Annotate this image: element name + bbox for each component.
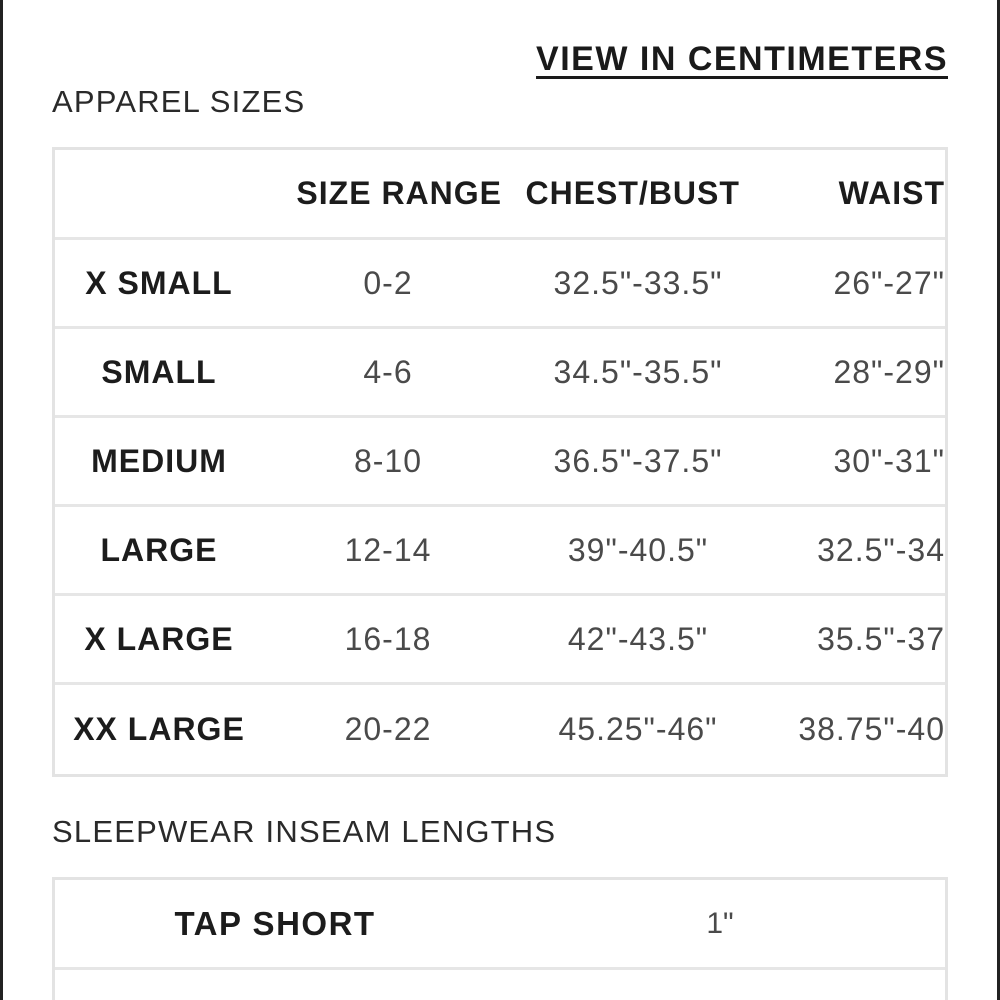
- size-label: X SMALL: [85, 264, 233, 301]
- inseam-style-label: TAP SHORT: [174, 904, 376, 942]
- apparel-size-table: [52, 147, 948, 777]
- table-row: [55, 418, 945, 507]
- waist-value: 30"-31": [833, 442, 945, 479]
- apparel-sizes-title: APPAREL SIZES: [52, 84, 306, 119]
- size-label: MEDIUM: [91, 442, 227, 479]
- size-range-value: 4-6: [363, 353, 413, 390]
- inseam-length-value: 1": [706, 906, 734, 940]
- size-label: X LARGE: [84, 620, 234, 657]
- table-row: [55, 329, 945, 418]
- chest-bust-value: 36.5"-37.5": [553, 442, 723, 479]
- size-label: SMALL: [101, 353, 217, 390]
- chest-bust-value: 45.25"-46": [558, 711, 718, 747]
- size-range-value: 16-18: [344, 620, 432, 657]
- column-header-size-range: SIZE RANGE: [296, 175, 502, 211]
- table-row: [55, 880, 945, 970]
- table-header-row: [55, 150, 945, 240]
- waist-value: 38.75"-40: [798, 711, 945, 747]
- column-header-chest-bust: CHEST/BUST: [525, 175, 740, 211]
- chest-bust-value: 34.5"-35.5": [553, 353, 723, 390]
- table-row: [55, 507, 945, 596]
- table-row: [55, 596, 945, 685]
- size-range-value: 8-10: [353, 442, 423, 479]
- table-row: [55, 240, 945, 329]
- size-range-value: 0-2: [363, 264, 413, 301]
- waist-value: 26"-27": [833, 264, 945, 301]
- waist-value: 35.5"-37: [817, 620, 945, 657]
- table-row: [55, 685, 945, 774]
- left-border: [0, 0, 3, 1000]
- waist-value: 28"-29": [833, 353, 945, 390]
- size-label: XX LARGE: [73, 711, 245, 747]
- chest-bust-value: 32.5"-33.5": [553, 264, 723, 301]
- size-range-value: 12-14: [344, 531, 432, 568]
- chest-bust-value: 39"-40.5": [567, 531, 709, 568]
- size-range-value: 20-22: [344, 711, 432, 747]
- sleepwear-inseam-title: SLEEPWEAR INSEAM LENGTHS: [52, 814, 557, 849]
- sleepwear-inseam-table: [52, 877, 948, 1000]
- view-in-centimeters-link[interactable]: VIEW IN CENTIMETERS: [536, 40, 948, 78]
- waist-value: 32.5"-34: [817, 531, 945, 568]
- column-header-waist: WAIST: [838, 175, 945, 211]
- size-label: LARGE: [100, 531, 218, 568]
- chest-bust-value: 42"-43.5": [567, 620, 709, 657]
